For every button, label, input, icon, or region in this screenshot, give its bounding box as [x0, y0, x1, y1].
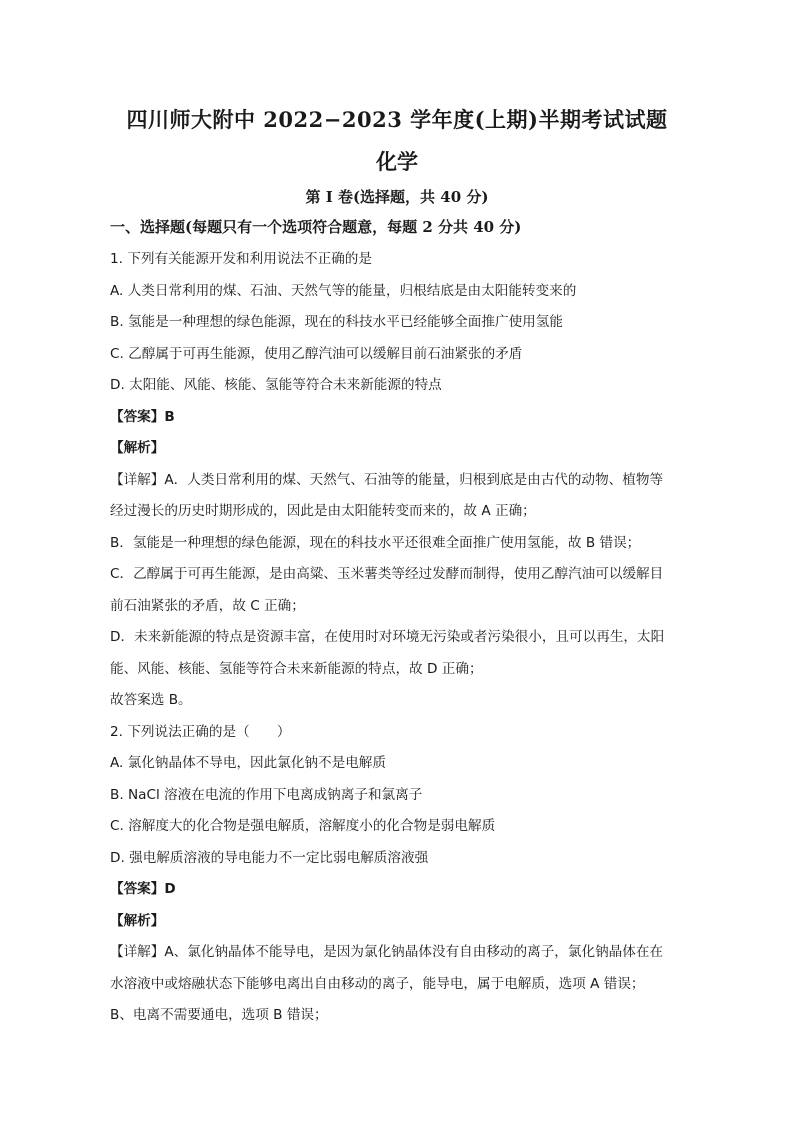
q1-detail-line: D．未来新能源的特点是资源丰富，在使用时对环境无污染或者污染很小，且可以再生，太阳: [110, 629, 665, 645]
q1-detail-line: C．乙醇属于可再生能源，是由高粱、玉米薯类等经过发酵而制得，使用乙醇汽油可以缓解目: [110, 566, 664, 582]
q2-analysis-label: 【解析】: [110, 912, 165, 929]
q2-answer: 【答案】D: [110, 881, 176, 897]
q1-option-c: C. 乙醇属于可再生能源，使用乙醇汽油可以缓解目前石油紧张的矛盾: [110, 345, 523, 362]
q2-option-d: D. 强电解质溶液的导电能力不一定比弱电解质溶液强: [110, 849, 429, 866]
q1-detail-line: 前石油紧张的矛盾，故 C 正确；: [110, 597, 305, 614]
q1-analysis-label: 【解析】: [110, 440, 165, 456]
subject-heading: 化学: [376, 149, 418, 174]
q1-option-a: A. 人类日常利用的煤、石油、天然气等的能量，归根结底是由太阳能转变来的: [110, 282, 577, 299]
q1-stem: 1. 下列有关能源开发和利用说法不正确的是: [110, 251, 372, 267]
q2-option-a: A. 氯化钠晶体不导电，因此氯化钠不是电解质: [110, 755, 386, 771]
q1-option-d: D. 太阳能、风能、核能、氢能等符合未来新能源的特点: [110, 377, 442, 393]
q1-conclusion: 故答案选 B。: [110, 692, 192, 708]
question-body: [110, 244, 690, 1032]
q2-detail-line: 水溶液中或熔融状态下能够电离出自由移动的离子，能导电，属于电解质，选项 A 错误；: [110, 975, 645, 992]
q2-detail-line: 【详解】A、氯化钠晶体不能导电，是因为氯化钠晶体没有自由移动的离子，氯化钠晶体在在: [110, 944, 664, 960]
q2-detail-line: B、电离不需要通电，选项 B 错误；: [110, 1007, 328, 1023]
q2-stem: 2. 下列说法正确的是（ ）: [110, 723, 291, 740]
q2-option-c: C. 溶解度大的化合物是强电解质，溶解度小的化合物是弱电解质: [110, 818, 496, 834]
q1-detail-line: 经过漫长的历史时期形成的，因此是由太阳能转变而来的，故 A 正确；: [110, 503, 536, 519]
q1-answer: 【答案】B: [110, 408, 175, 425]
q2-option-b: B. NaCl 溶液在电流的作用下电离成钠离子和氯离子: [110, 786, 423, 803]
q1-detail-line: 【详解】A．人类日常利用的煤、天然气、石油等的能量，归根到底是由古代的动物、植物等: [110, 471, 664, 488]
volume-heading: 第 I 卷(选择题，共 40 分): [305, 188, 489, 206]
q1-detail-line: 能、风能、核能、氢能等符合未来新能源的特点，故 D 正确；: [110, 660, 483, 677]
exam-title: 四川师大附中 2022−2023 学年度(上期)半期考试试题: [126, 107, 668, 132]
q1-detail-line: B．氢能是一种理想的绿色能源，现在的科技水平还很难全面推广使用氢能，故 B 错误；: [110, 534, 641, 551]
section-heading: 一、选择题(每题只有一个选项符合题意，每题 2 分共 40 分): [110, 218, 522, 236]
q1-option-b: B. 氢能是一种理想的绿色能源，现在的科技水平已经能够全面推广使用氢能: [110, 314, 563, 330]
